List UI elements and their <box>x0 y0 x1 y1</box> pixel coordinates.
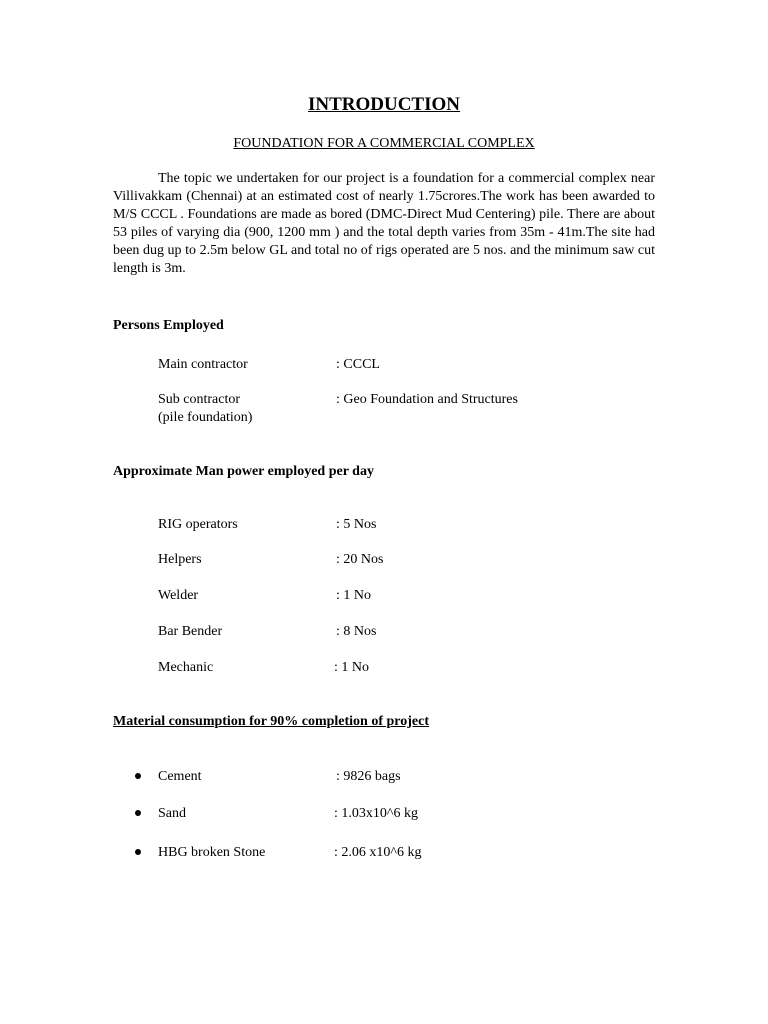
bullet-icon <box>135 849 141 855</box>
material-row-value: : 9826 bags <box>336 769 401 784</box>
manpower-row-label: Helpers <box>158 552 202 567</box>
sub-contractor-label: Sub contractor <box>158 392 241 407</box>
manpower-row-value: : 5 Nos <box>336 517 377 532</box>
material-row-label: Cement <box>158 769 202 784</box>
manpower-row-value: : 1 No <box>334 660 369 675</box>
intro-paragraph: The topic we undertaken for our project is a foundation for a commercial complex near Villivakkam (Chennai) at an estimated cost of nearly 1.75crores.The work has been awarded to M/S CCCL . Foundations are made as bored (DMC-Direct Mud Centering) pile. There are about 53 piles of varying dia (900, 1200 mm ) and the total depth varies from 35m - 41m.The site had been dug up to 2.5m below GL and total no of rigs operated are 5 nos. and the minimum saw cut length is 3m. <box>113 171 655 276</box>
page-subtitle: FOUNDATION FOR A COMMERCIAL COMPLEX <box>233 136 535 151</box>
manpower-row-label: Bar Bender <box>158 624 223 639</box>
material-row-value: : 1.03x10^6 kg <box>334 806 418 821</box>
manpower-row-label: RIG operators <box>158 517 238 532</box>
manpower-heading: Approximate Man power employed per day <box>113 464 374 479</box>
sub-contractor-value: : Geo Foundation and Structures <box>336 392 518 407</box>
material-row-value: : 2.06 x10^6 kg <box>334 845 422 860</box>
bullet-icon <box>135 773 141 779</box>
main-contractor-value: : CCCL <box>336 357 380 372</box>
manpower-row-label: Welder <box>158 588 199 603</box>
materials-heading: Material consumption for 90% completion of project <box>113 714 429 729</box>
manpower-row-label: Mechanic <box>158 660 214 675</box>
bullet-icon <box>135 810 141 816</box>
manpower-row-value: : 1 No <box>336 588 371 603</box>
material-row-label: Sand <box>158 806 186 821</box>
manpower-row-value: : 8 Nos <box>336 624 377 639</box>
page-title: INTRODUCTION <box>307 94 461 115</box>
main-contractor-label: Main contractor <box>158 357 248 372</box>
manpower-row-value: : 20 Nos <box>336 552 384 567</box>
persons-employed-heading: Persons Employed <box>113 318 224 333</box>
material-row-label: HBG broken Stone <box>158 845 266 860</box>
sub-contractor-label-note: (pile foundation) <box>158 410 253 425</box>
